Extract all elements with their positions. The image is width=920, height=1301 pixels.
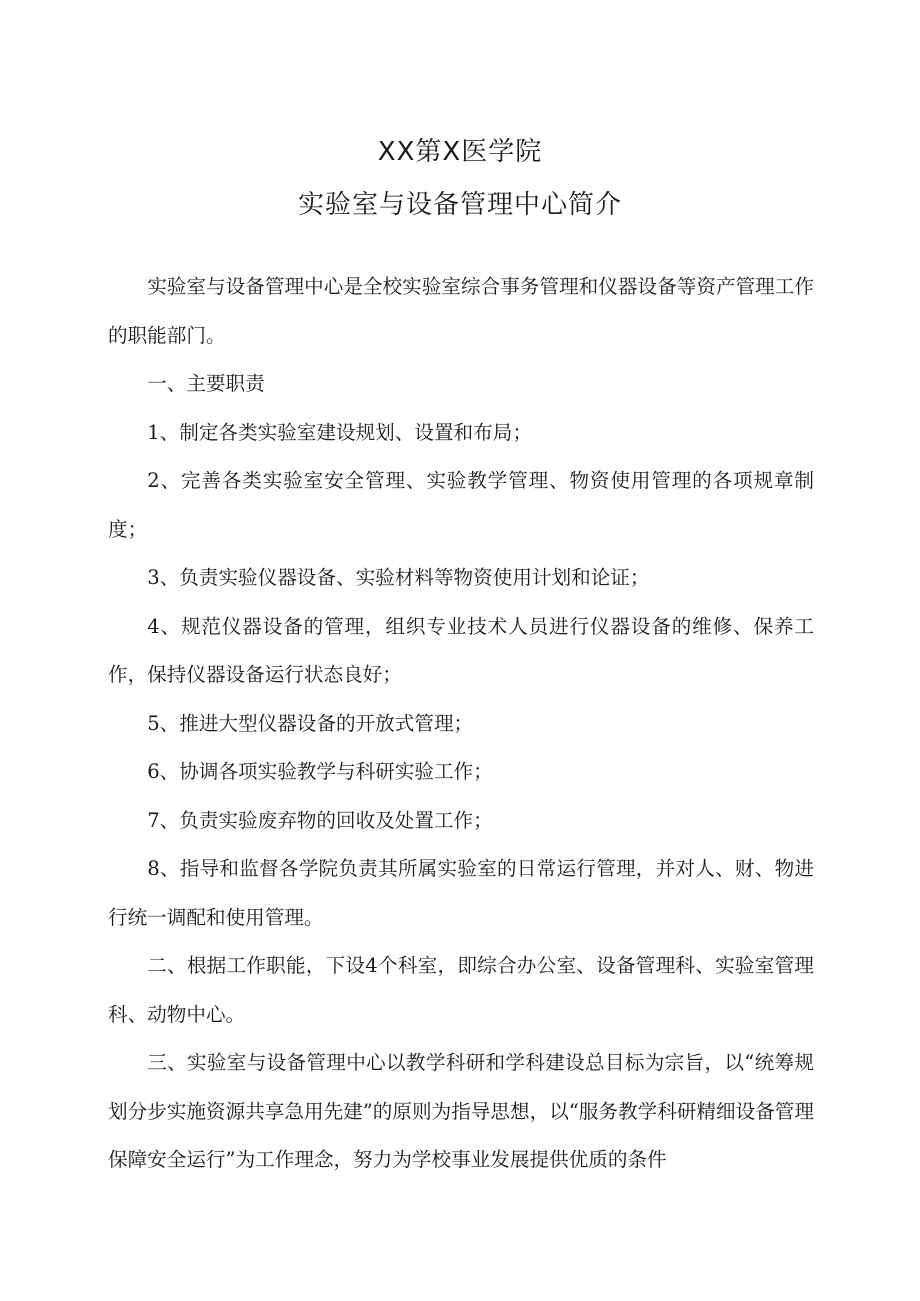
document-title-school: XX第X医学院 <box>377 137 543 167</box>
intro-paragraph: 实验室与设备管理中心是全校实验室综合事务管理和仪器设备等资产管理工作的职能部门。 <box>108 275 814 347</box>
duty-item-8: 8、指导和监督各学院负责其所属实验室的日常运行管理，并对人、财、物进行统一调配和使用管理。 <box>108 857 814 929</box>
duty-item-2: 2、完善各类实验室安全管理、实验教学管理、物资使用管理的各项规章制度； <box>108 469 814 541</box>
document-title-center: 实验室与设备管理中心简介 <box>297 190 622 220</box>
duty-item-6: 6、协调各项实验教学与科研实验工作； <box>147 760 493 783</box>
duty-item-3: 3、负责实验仪器设备、实验材料等物资使用计划和论证； <box>147 566 650 589</box>
duty-item-7: 7、负责实验废弃物的回收及处置工作； <box>147 808 493 832</box>
section-departments: 二、根据工作职能，下设4个科室，即综合办公室、设备管理科、实验室管理科、动物中心。 <box>108 954 814 1026</box>
section-principles: 三、实验室与设备管理中心以教学科研和学科建设总目标为宗旨，以“统筹规划分步实施资源共享急用先建”的原则为指导思想，以“服务教学科研精细设备管理保障安全运行”为工作理念，努力为学校事业发展提供优质的条件 <box>108 1051 814 1171</box>
section-heading-duties: 一、主要职责 <box>147 372 265 395</box>
duty-item-1: 1、制定各类实验室建设规划、设置和布局； <box>147 420 532 444</box>
duty-item-4: 4、规范仪器设备的管理，组织专业技术人员进行仪器设备的维修、保养工作，保持仪器设备运行状态良好； <box>108 614 814 686</box>
duty-item-5: 5、推进大型仪器设备的开放式管理； <box>147 711 474 735</box>
document-body <box>108 263 814 1185</box>
